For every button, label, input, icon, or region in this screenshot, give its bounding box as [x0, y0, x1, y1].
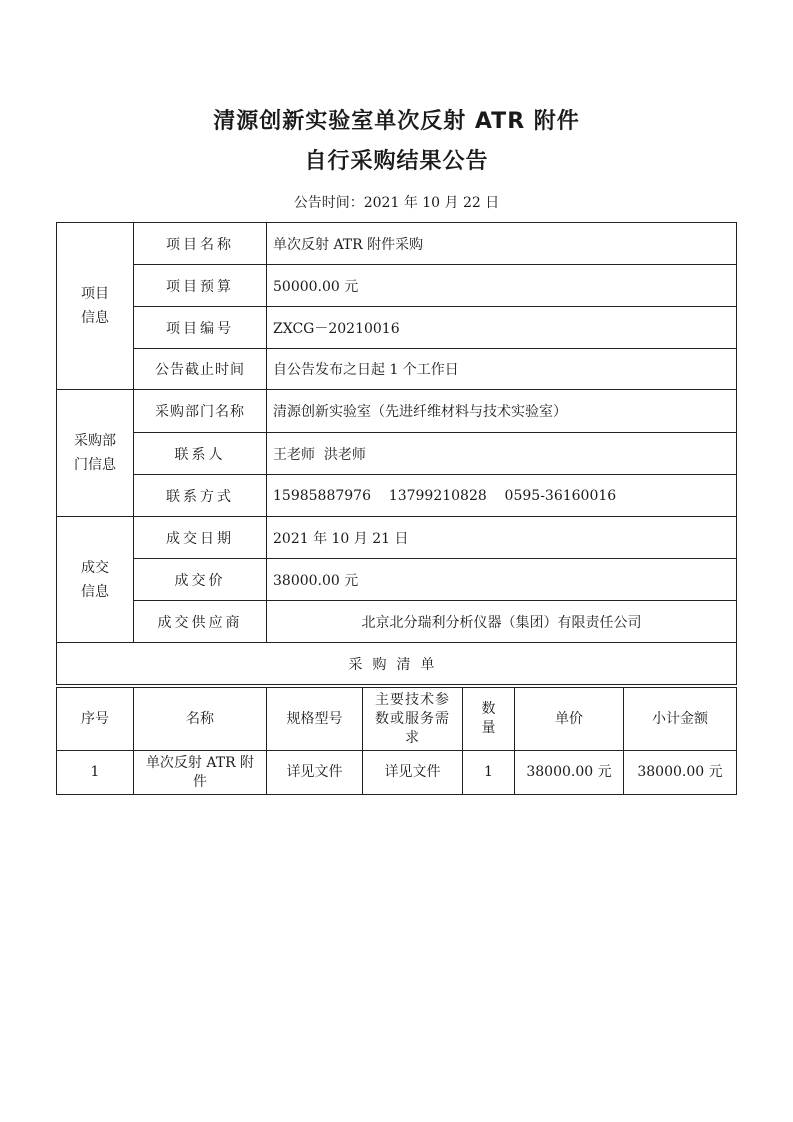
header-unit-price: 单价: [515, 688, 624, 751]
project-name-label: 项目名称: [134, 223, 267, 265]
header-name: 名称: [134, 688, 267, 751]
project-deadline-value: 自公告发布之日起 1 个工作日: [267, 349, 737, 390]
header-qty: [463, 688, 515, 751]
project-name-value: 单次反射 ATR 附件采购: [267, 223, 737, 265]
item-model: 详见文件: [267, 751, 363, 795]
doc-title-line1: 清源创新实验室单次反射 ATR 附件: [213, 109, 580, 134]
dept-contact-value: 王老师 洪老师: [267, 433, 737, 475]
announce-date: 公告时间：2021 年 10 月 22 日: [293, 195, 500, 211]
items-table: [56, 687, 737, 795]
dept-contact-label: 联系人: [134, 433, 267, 475]
dept-name-label: 采购部门名称: [134, 390, 267, 433]
deal-price-label: 成交价: [134, 559, 267, 601]
table-row: [57, 751, 737, 795]
item-requirements: 详见文件: [363, 751, 463, 795]
item-unit-price: 38000.00 元: [515, 751, 624, 795]
procurement-list-title: 采购清单: [57, 643, 737, 685]
item-seq: 1: [57, 751, 134, 795]
header-model: 规格型号: [267, 688, 363, 751]
header-requirements-text: 主要技术参数或服务需求: [375, 691, 450, 746]
project-budget-value: 50000.00 元: [267, 265, 737, 307]
dept-name-value: 清源创新实验室（先进纤维材料与技术实验室）: [267, 390, 737, 433]
item-name: [134, 751, 267, 795]
deal-date-value: 2021 年 10 月 21 日: [267, 517, 737, 559]
dept-phone-value: 15985887976 13799210828 0595-36160016: [267, 475, 737, 517]
project-budget-label: 项目预算: [134, 265, 267, 307]
deal-supplier-label: 成交供应商: [134, 601, 267, 643]
project-group-label: 项目 信息: [57, 223, 134, 390]
header-requirements: [363, 688, 463, 751]
dept-group-label: 采购部 门信息: [57, 390, 134, 517]
header-qty-text: 数量: [481, 701, 496, 736]
deal-supplier-value: 北京北分瑞利分析仪器（集团）有限责任公司: [267, 601, 737, 643]
header-seq: 序号: [57, 688, 134, 751]
project-code-label: 项目编号: [134, 307, 267, 349]
info-table: [56, 222, 737, 685]
deal-price-value: 38000.00 元: [267, 559, 737, 601]
header-subtotal: 小计金额: [624, 688, 737, 751]
item-qty: 1: [463, 751, 515, 795]
item-subtotal: 38000.00 元: [624, 751, 737, 795]
items-header-row: [57, 688, 737, 751]
doc-title-line2: 自行采购结果公告: [304, 149, 489, 174]
dept-phone-label: 联系方式: [134, 475, 267, 517]
deal-group-label: 成交 信息: [57, 517, 134, 643]
project-code-value: ZXCG－20210016: [267, 307, 737, 349]
project-deadline-label: 公告截止时间: [134, 349, 267, 390]
deal-date-label: 成交日期: [134, 517, 267, 559]
item-name-text: 单次反射 ATR 附件: [145, 754, 255, 790]
